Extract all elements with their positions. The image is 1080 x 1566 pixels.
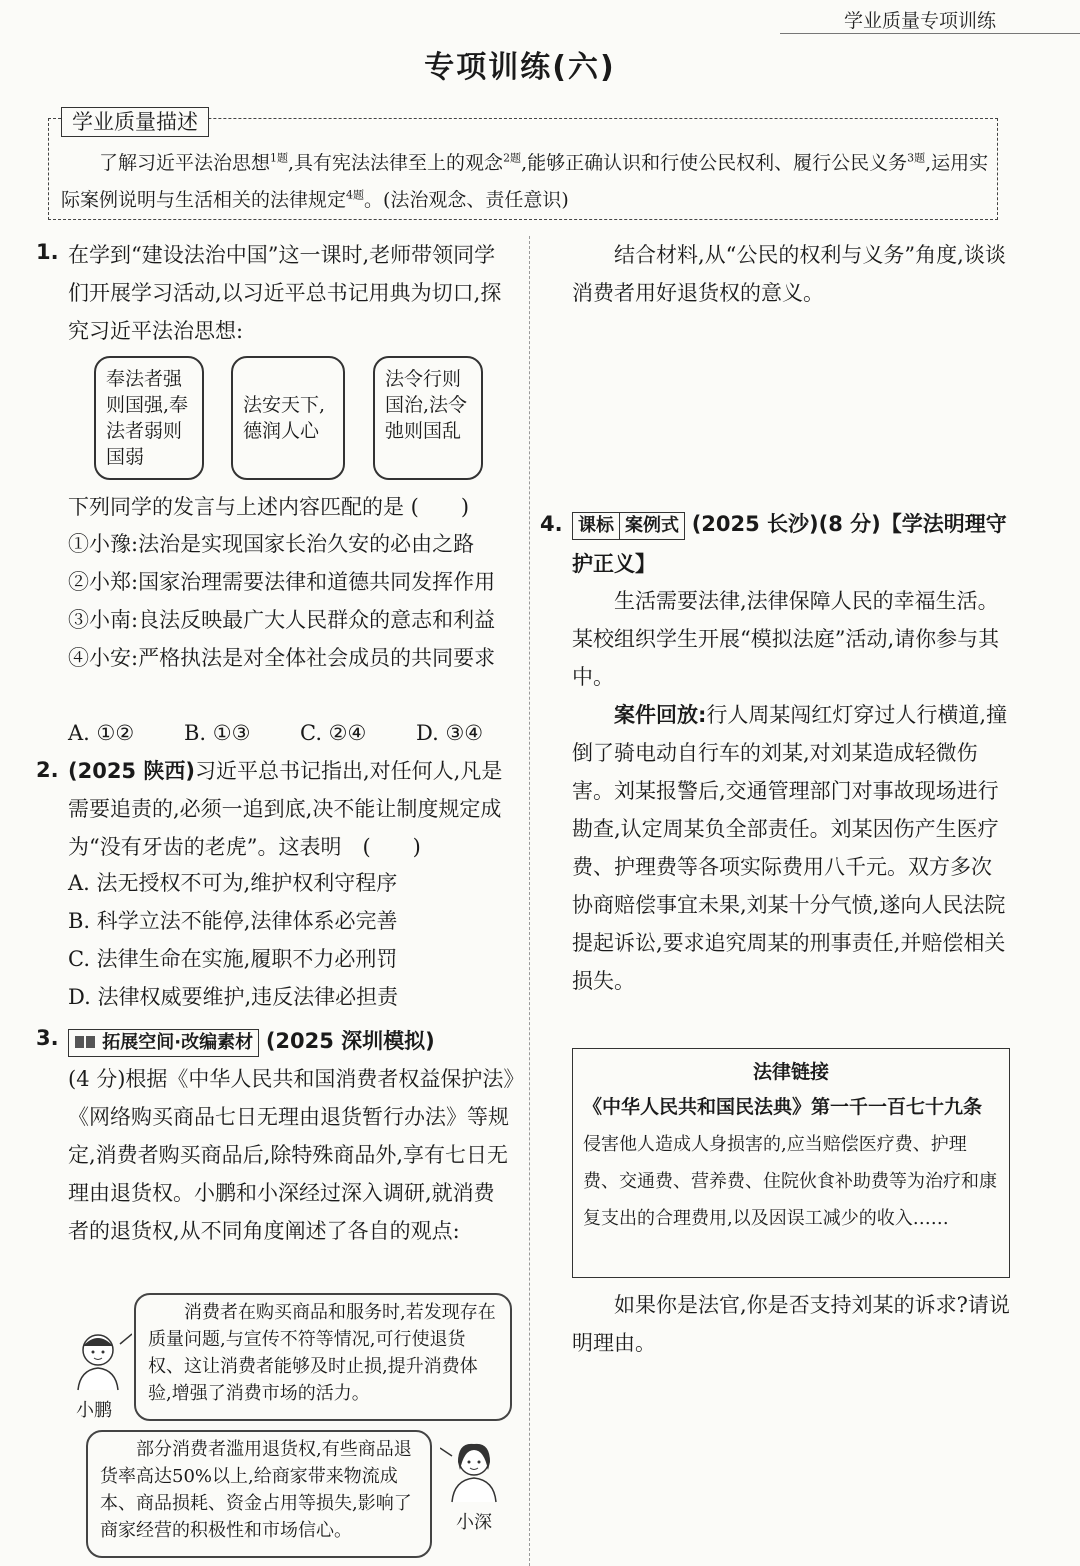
q3-speech-2: 部分消费者滥用退货权,有些商品退货率高达50%以上,给商家带来物流成本、商品损耗、资金占用等损失,影响了商家经营的积极性和市场信心。 xyxy=(86,1430,432,1558)
q2-option-c: C. 法律生命在实施,履职不力必刑罚 xyxy=(68,947,398,971)
law-link-box xyxy=(572,1048,1010,1278)
q2-stem: (2025 陕西)习近平总书记指出,对任何人,凡是需要追责的,必须一追到底,决不能让制度规定成为“没有牙齿的老虎”。这表明 ( ) xyxy=(68,759,503,859)
quality-description-text: 了解习近平法治思想$^{1题}$,具有宪法法律至上的观念$^{2题}$,能够正确认识和行使公民权利、履行公民义务$^{3题}$,运用实际案例说明与生活相关的法律规定$^{4题}$。(法治观念、责任意识) xyxy=(61,151,989,211)
q4-case: 案件回放:行人周某闯红灯穿过人行横道,撞倒了骑电动自行车的刘某,对刘某造成轻微伤害。刘某报警后,交通管理部门对事故现场进行勘查,认定周某负全部责任。刘某因伤产生医疗费、护理费等各项实际费用八千元。双方多次协商赔偿事宜未果,刘某十分气愤,遂向人民法院提起诉讼,要求追究周某的刑事责任,并赔偿相关损失。 xyxy=(572,703,1008,993)
book-icon xyxy=(74,1034,96,1050)
q3-task: 结合材料,从“公民的权利与义务”角度,谈谈消费者用好退货权的意义。 xyxy=(572,243,1006,305)
q4-question: 如果你是法官,你是否支持刘某的诉求?请说明理由。 xyxy=(572,1293,1010,1355)
q1-quote-2: 法安天下,德润人心 xyxy=(231,356,345,480)
q3-number: 3. xyxy=(36,1026,59,1050)
q3-speech-1: 消费者在购买商品和服务时,若发现存在质量问题,与宣传不符等情况,可行使退货权、这让消费者能够及时止损,提升消费体验,增强了消费市场的活力。 xyxy=(134,1293,512,1421)
q4-theme: 【学法明理守护正义】 xyxy=(572,512,1007,576)
law-link-title: 法律链接 xyxy=(752,1061,829,1083)
q1-stem: 在学到“建设法治中国”这一课时,老师带领同学们开展学习活动,以习近平总书记用典为切口,探究习近平法治思想: xyxy=(68,243,502,343)
q2-option-d: D. 法律权威要维护,违反法律必担责 xyxy=(68,985,399,1009)
column-divider xyxy=(529,236,530,1566)
q2-option-b: B. 科学立法不能停,法律体系必完善 xyxy=(68,909,398,933)
q1-option-d: D. ③④ xyxy=(416,721,484,745)
section-header-tag: 学业质量专项训练 xyxy=(843,10,996,32)
page-title: 专项训练(六) xyxy=(424,50,616,85)
quality-description-box xyxy=(48,110,998,220)
q1-quote-3: 法令行则国治,法令弛则国乱 xyxy=(373,356,483,480)
q3-speaker-2: 小深 xyxy=(456,1512,492,1533)
q1-option-c: C. ②④ xyxy=(300,721,367,745)
q4-number: 4. xyxy=(540,512,563,536)
q4-case-label: 案件回放: xyxy=(614,703,707,727)
q2-number: 2. xyxy=(36,758,59,782)
q3-header xyxy=(68,1022,514,1060)
q1-quote-1: 奉法者强则国强,奉法者弱则国弱 xyxy=(94,356,204,480)
q1-statements: ①小豫:法治是实现国家长治久安的必由之路 ②小郑:国家治理需要法律和道德共同发挥作用 ③小南:良法反映最广大人民群众的意志和利益 ④小安:严格执法是对全体社会成员的共同要求 xyxy=(68,532,517,670)
q4-tag-curriculum: 课标 xyxy=(572,512,620,540)
quality-description-label: 学业质量描述 xyxy=(61,107,209,137)
law-link-text: 《中华人民共和国民法典》第一千一百七十九条 侵害他人造成人身损害的,应当赔偿医疗费、护理费、交通费、营养费、住院伙食补助费等为治疗和康复支出的合理费用,以及因误工减少的收入…… xyxy=(583,1096,997,1229)
q4-source: (2025 长沙)(8 分) xyxy=(691,512,881,536)
girl-avatar-icon xyxy=(440,1436,504,1506)
q1-question: 下列同学的发言与上述内容匹配的是 ( ) xyxy=(68,495,470,519)
q3-tag: 拓展空间·改编素材 xyxy=(68,1029,259,1057)
q2-source: (2025 陕西) xyxy=(68,759,195,783)
q3-source: (2025 深圳模拟) xyxy=(265,1029,435,1053)
boy-avatar-icon xyxy=(70,1324,132,1394)
q3-body: (4 分)根据《中华人民共和国消费者权益保护法》《网络购买商品七日无理由退货暂行办法》等规定,消费者购买商品后,除特殊商品外,享有七日无理由退货权。小鹏和小深经过深入调研,就消费者的退货权,从不同角度阐述了各自的观点: xyxy=(68,1067,514,1243)
q3-speaker-1: 小鹏 xyxy=(76,1400,112,1421)
q2-option-a: A. 法无授权不可为,维护权利守程序 xyxy=(68,871,398,895)
q4-intro: 生活需要法律,法律保障人民的幸福生活。某校组织学生开展“模拟法庭”活动,请你参与其中。 xyxy=(572,589,1000,689)
header-rule xyxy=(780,33,1080,34)
q4-tag-case: 案例式 xyxy=(620,512,685,540)
law-source: 《中华人民共和国民法典》第一千一百七十九条 xyxy=(583,1096,983,1118)
q1-option-a: A. ①② xyxy=(68,721,135,745)
q4-header xyxy=(572,504,1012,584)
q1-option-b: B. ①③ xyxy=(184,721,251,745)
q1-number: 1. xyxy=(36,240,59,264)
